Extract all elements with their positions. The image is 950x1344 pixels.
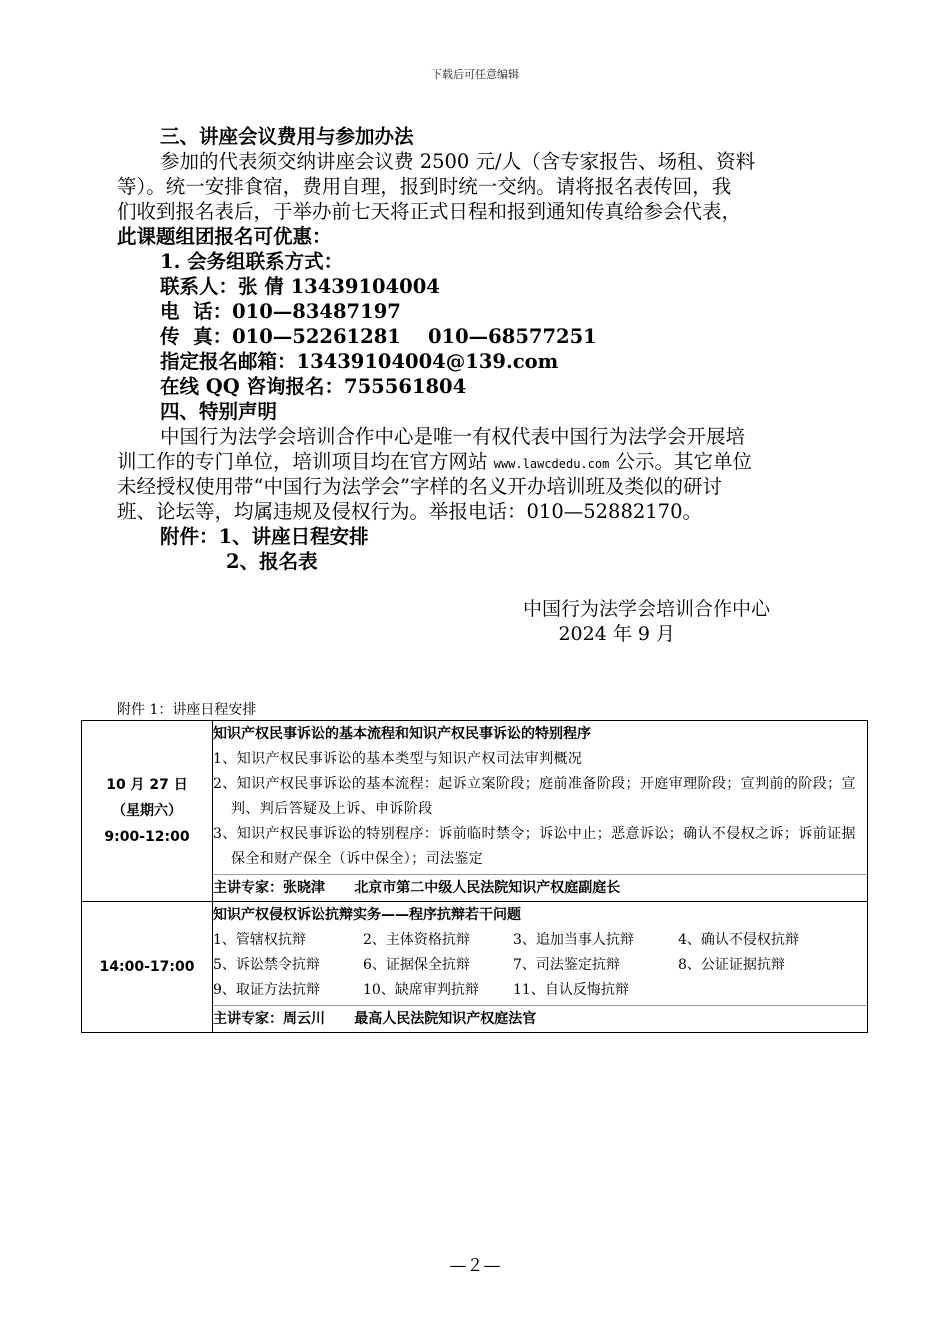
- group-discount-note: 此课题组团报名可优惠：: [117, 225, 332, 248]
- section4-text: 公示。其它单位: [615, 450, 753, 473]
- attachment-1: 附件：1、讲座日程安排: [160, 525, 369, 548]
- session1-weekday: （星期六）: [112, 803, 182, 819]
- session2-item: 5、诉讼禁令抗辩: [213, 957, 320, 973]
- header-note: 下载后可任意编辑: [431, 68, 519, 81]
- session2-item: 10、缺席审判抗辩: [363, 982, 479, 998]
- contact-email: 指定报名邮箱：13439104004@139.com: [160, 350, 559, 373]
- section3-para-line: 们收到报名表后，于举办前七天将正式日程和报到通知传真给参会代表，: [117, 200, 742, 223]
- contact-fax: 传 真：010—52261281 010—68577251: [160, 325, 597, 348]
- session1-item: 2、知识产权民事诉讼的基本流程：起诉立案阶段；庭前准备阶段；开庭审理阶段；宣判前的阶段；宣判、判后答疑及上诉、申诉阶段: [213, 776, 856, 817]
- session2-item: 6、证据保全抗辩: [363, 957, 470, 973]
- session1-time-cell: [82, 721, 213, 902]
- session2-grid-row: [213, 953, 867, 978]
- session2-topic: 知识产权侵权诉讼抗辩实务——程序抗辩若干问题: [213, 907, 521, 923]
- session2-item: 8、公证证据抗辩: [678, 957, 785, 973]
- signature-org: 中国行为法学会培训合作中心: [522, 598, 770, 620]
- session2-time-cell: [82, 902, 213, 1033]
- session2-item: 4、确认不侵权抗辩: [678, 932, 799, 948]
- schedule-row-morning: [82, 721, 868, 902]
- contact-person: 联系人：张 倩 13439104004: [160, 275, 440, 298]
- session2-item: 9、取证方法抗辩: [213, 982, 320, 998]
- session2-grid-row: [213, 978, 867, 1003]
- session1-time: 9:00-12:00: [104, 829, 190, 845]
- section4-para-line: 中国行为法学会培训合作中心是唯一有权代表中国行为法学会开展培: [160, 425, 746, 448]
- session2-item: 3、追加当事人抗辩: [513, 932, 634, 948]
- session1-topic: 知识产权民事诉讼的基本流程和知识产权民事诉讼的特别程序: [213, 726, 591, 742]
- session2-item: 7、司法鉴定抗辩: [513, 957, 620, 973]
- schedule-table: [81, 720, 868, 1033]
- session2-content: [213, 902, 868, 1033]
- page-number: —２—: [449, 1256, 501, 1276]
- official-website-link[interactable]: www.lawcdedu.com: [493, 457, 610, 471]
- section3-para-line: 等）。统一安排食宿，费用自理，报到时统一交纳。请将报名表传回，我: [117, 175, 732, 198]
- session1-item: 1、知识产权民事诉讼的基本类型与知识产权司法审判概况: [213, 751, 583, 767]
- session1-date: 10 月 27 日: [106, 777, 188, 793]
- session1-content: [213, 721, 868, 902]
- contact-qq: 在线 QQ 咨询报名：755561804: [160, 375, 467, 398]
- section4-para-line: [117, 449, 847, 477]
- attachment-2: 2、报名表: [226, 550, 318, 573]
- session2-item: 11、自认反悔抗辩: [513, 982, 629, 998]
- schedule-row-afternoon: [82, 902, 868, 1033]
- contact-title: 1. 会务组联系方式：: [160, 250, 344, 273]
- section4-text: 训工作的专门单位，培训项目均在官方网站: [117, 450, 488, 473]
- session1-speaker: 主讲专家：张晓津 北京市第二中级人民法院知识产权庭副庭长: [213, 874, 867, 901]
- section3-para-line: 参加的代表须交纳讲座会议费 2500 元/人（含专家报告、场租、资料: [160, 150, 756, 173]
- contact-phone: 电 话：010—83487197: [160, 300, 401, 323]
- section4-para-line: 未经授权使用带“中国行为法学会”字样的名义开办培训班及类似的研讨: [117, 475, 722, 498]
- section3-title: 三、讲座会议费用与参加办法: [160, 125, 414, 148]
- signature-date: 2024 年 9 月: [558, 623, 675, 645]
- session2-speaker: 主讲专家：周云川 最高人民法院知识产权庭法官: [213, 1005, 867, 1032]
- session1-item: 3、知识产权民事诉讼的特别程序：诉前临时禁令；诉讼中止；恶意诉讼；确认不侵权之诉；诉前证据保全和财产保全（诉中保全）；司法鉴定: [213, 826, 856, 867]
- session2-item: 2、主体资格抗辩: [363, 932, 470, 948]
- session2-time: 14:00-17:00: [99, 959, 195, 975]
- section4-title: 四、特别声明: [160, 400, 278, 423]
- session2-item: 1、管辖权抗辩: [213, 932, 306, 948]
- session2-grid-row: [213, 928, 867, 953]
- schedule-caption: 附件 1：讲座日程安排: [117, 702, 257, 718]
- section4-para-line: 班、论坛等，均属违规及侵权行为。举报电话：010—52882170。: [117, 500, 702, 523]
